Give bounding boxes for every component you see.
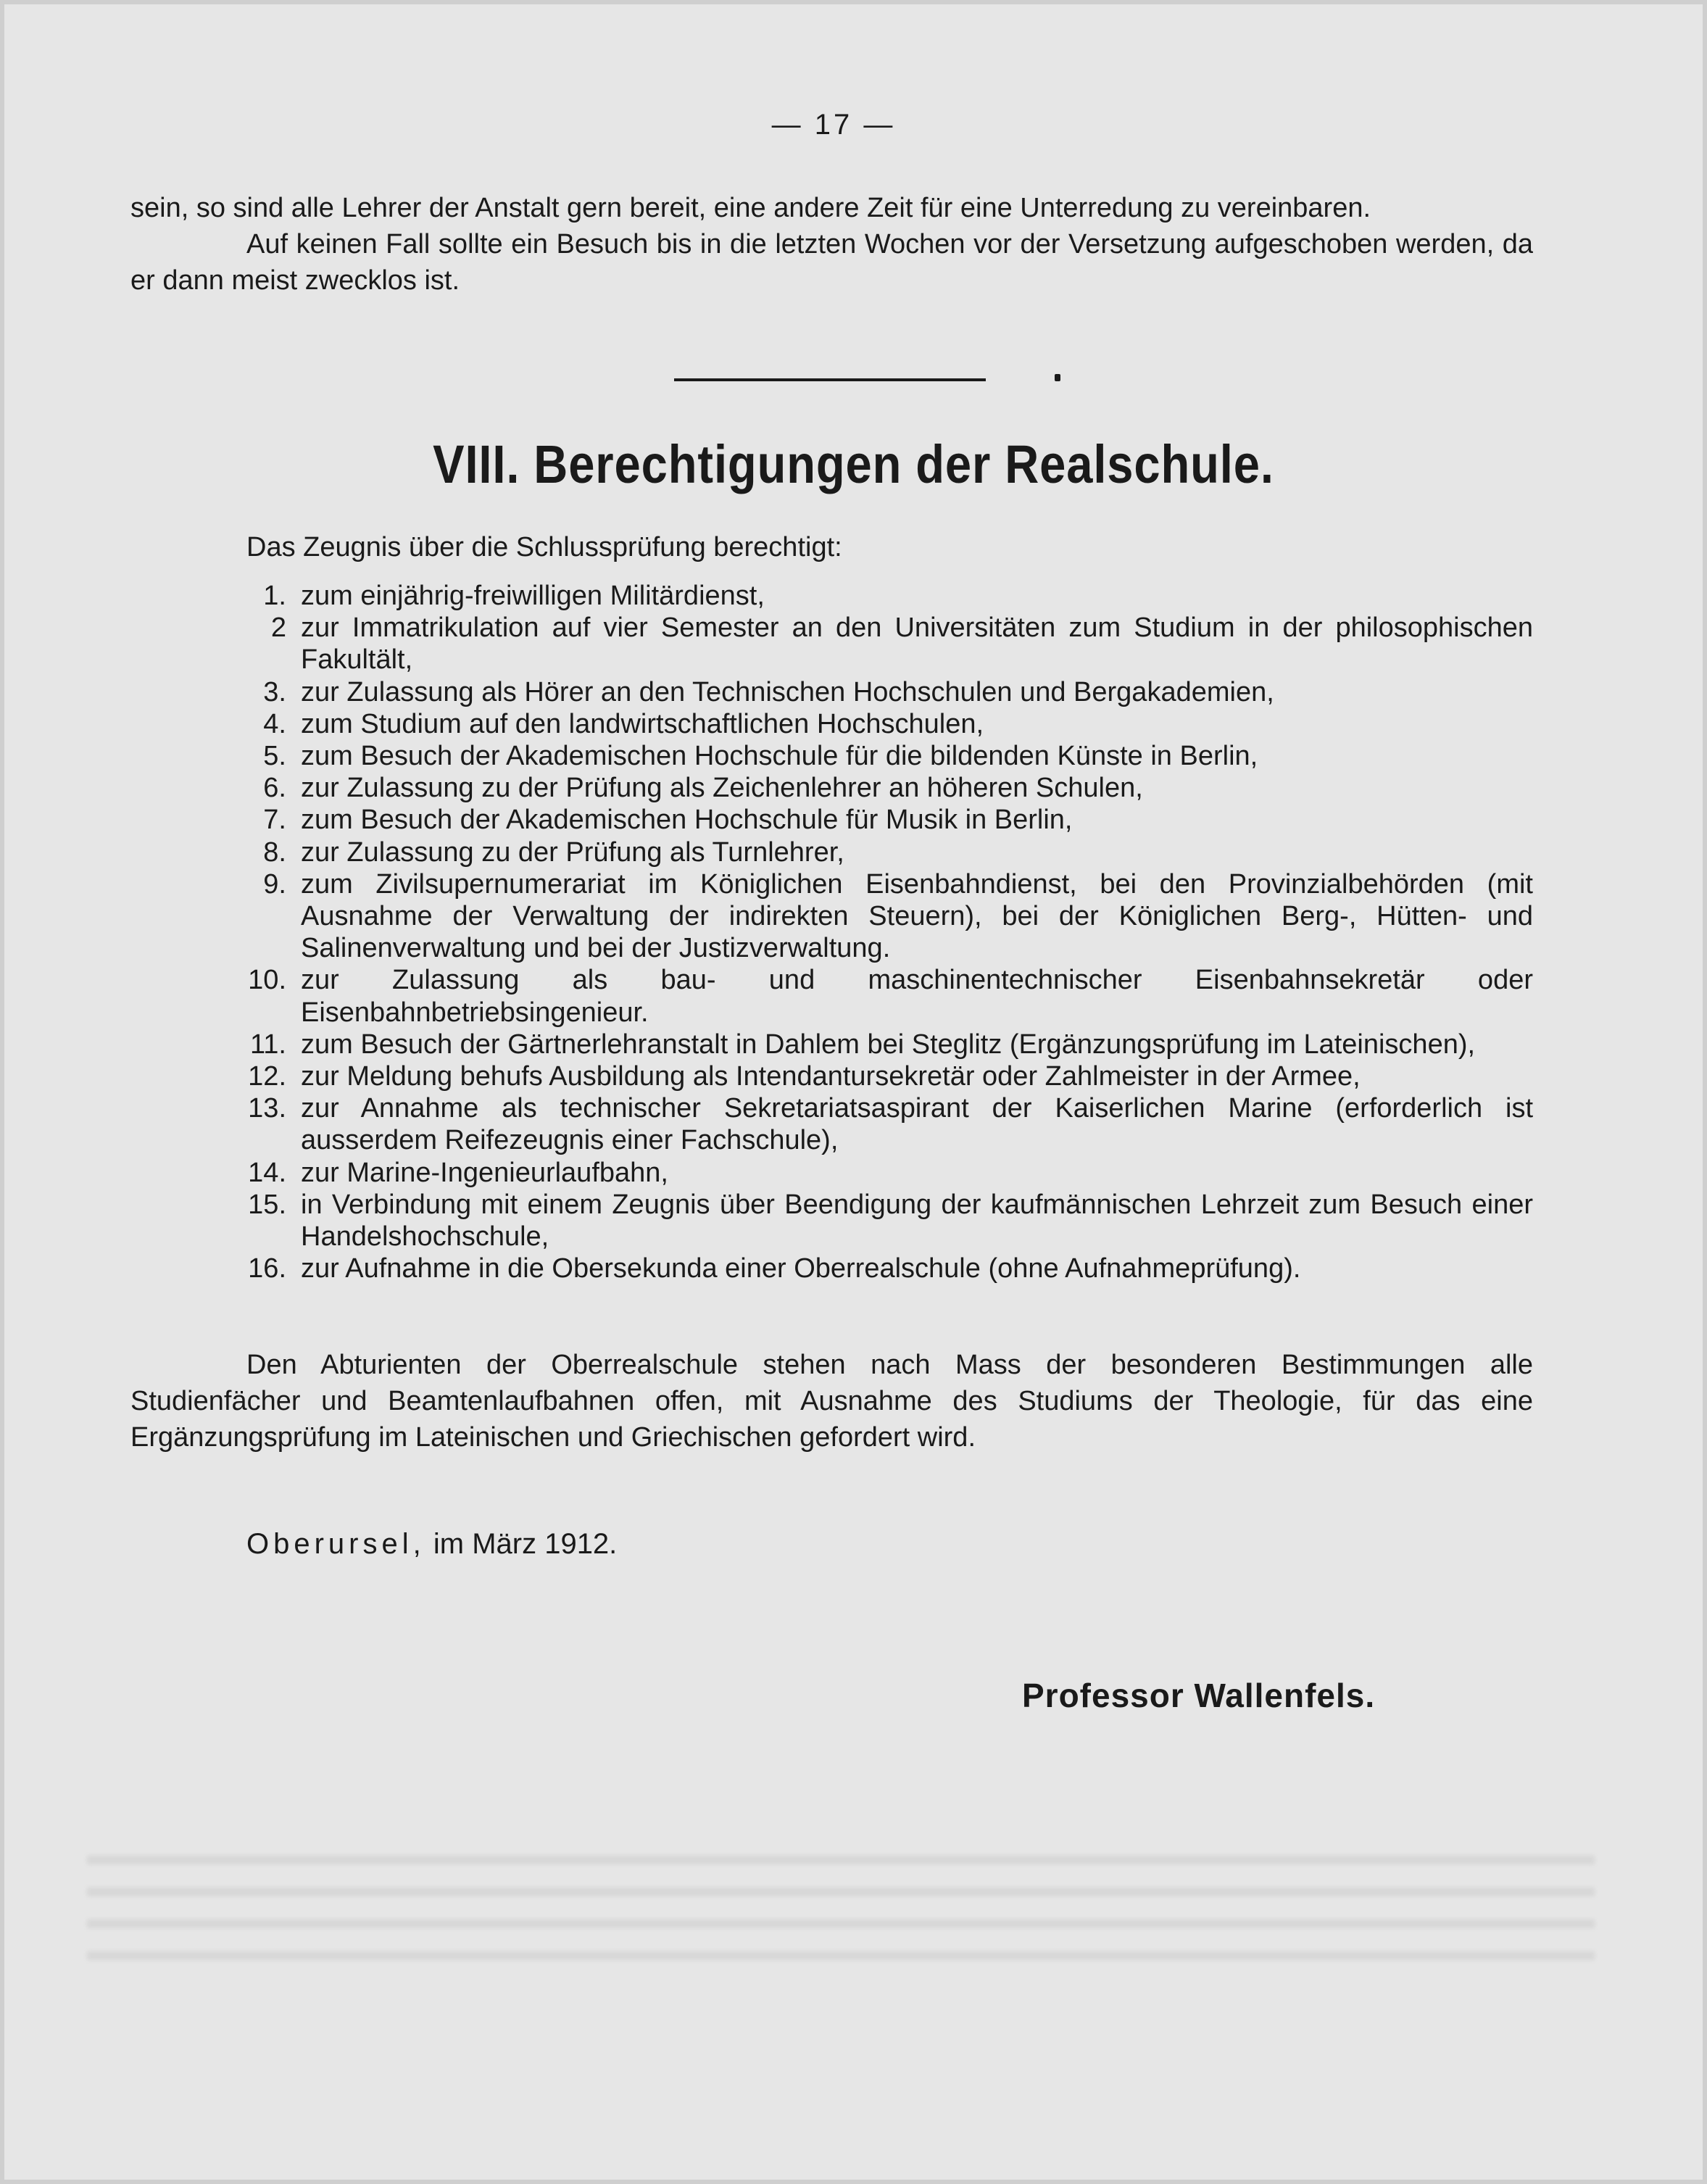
list-item-text: zum Zivilsupernumerariat im Königlichen Eisenbahndienst, bei den Provinzialbehörden (mit Ausnahme der Verwaltung der indirekten Steuern), bei der Königlichen Berg-, Hütten- und Salinenverwaltung und bei der Justizverwaltung. xyxy=(301,868,1533,964)
list-item xyxy=(130,964,1533,1028)
list-item xyxy=(130,1060,1533,1092)
list-item-number: 8. xyxy=(263,836,286,868)
list-item-text: zum Besuch der Akademischen Hochschule für Musik in Berlin, xyxy=(301,805,1073,836)
list-item xyxy=(130,1092,1533,1156)
intro-paragraph-2: Auf keinen Fall sollte ein Besuch bis in die letzten Wochen vor der Versetzung aufgeschoben werden, da er dann meist zwecklos ist. xyxy=(130,229,1533,296)
list-item-number: 9. xyxy=(263,868,286,900)
list-item-text: in Verbindung mit einem Zeugnis über Beendigung der kaufmännischen Lehrzeit zum Besuch einer Handelshochschule, xyxy=(301,1189,1533,1253)
list-item-text: zum Besuch der Gärtnerlehranstalt in Dahlem bei Steglitz (Ergänzungsprüfung im Lateinischen), xyxy=(301,1029,1476,1060)
list-item-text: zum Studium auf den landwirtschaftlichen Hochschulen, xyxy=(301,708,984,739)
list-item-text: zur Zulassung als bau- und maschinentechnischer Eisenbahnsekretär oder Eisenbahnbetriebsingenieur. xyxy=(301,965,1533,1028)
list-item-text: zum einjährig-freiwilligen Militärdienst, xyxy=(301,581,765,611)
list-item-number: 2 xyxy=(270,613,286,644)
place-date-line xyxy=(246,1528,617,1561)
list-item-number: 3. xyxy=(263,676,286,707)
list-item-number: 16. xyxy=(248,1253,286,1284)
list-item-number: 15. xyxy=(248,1189,286,1220)
list-item xyxy=(130,1029,1533,1060)
list-item-text: zur Annahme als technischer Sekretariatsaspirant der Kaiserlichen Marine (erforderlich ist ausserdem Reifezeugnis einer Fachschule), xyxy=(301,1093,1533,1156)
intro-paragraph-1: sein, so sind alle Lehrer der Anstalt gern bereit, eine andere Zeit für eine Unterredung zu vereinbaren. xyxy=(130,193,1371,223)
list-item-number: 5. xyxy=(263,741,286,772)
place: Oberursel, xyxy=(246,1528,425,1560)
list-item xyxy=(130,836,1533,868)
list-item-number: 1. xyxy=(263,581,286,611)
bleed-through-shadow xyxy=(87,1841,1595,1964)
list-item-number: 10. xyxy=(248,965,286,996)
list-item xyxy=(130,580,1533,612)
list-item xyxy=(130,612,1533,676)
list-item-number: 14. xyxy=(248,1157,286,1188)
list-item xyxy=(130,708,1533,740)
list-item-text: zur Aufnahme in die Obersekunda einer Oberrealschule (ohne Aufnahmeprüfung). xyxy=(301,1253,1301,1284)
closing-paragraph: Den Abturienten der Oberrealschule stehen nach Mass der besonderen Bestimmungen alle Studienfächer und Beamtenlaufbahnen offen, mit Ausnahme des Studiums der Theologie, für das eine Ergänzungsprüfung im Lateinischen und Griechischen gefordert wird. xyxy=(130,1350,1533,1453)
section-divider xyxy=(674,378,986,381)
intro-text xyxy=(130,190,1533,299)
list-item xyxy=(130,676,1533,708)
section-title: VIII. Berechtigungen der Realschule. xyxy=(433,434,1274,494)
list-item xyxy=(130,1157,1533,1189)
divider-dot xyxy=(1055,374,1060,381)
list-item-text: zur Zulassung zu der Prüfung als Zeichenlehrer an höheren Schulen, xyxy=(301,773,1143,804)
page-number: — 17 — xyxy=(771,109,896,141)
list-item xyxy=(130,804,1533,836)
signature: Professor Wallenfels. xyxy=(1022,1677,1376,1714)
list-item xyxy=(130,1189,1533,1253)
list-item-text: zur Marine-Ingenieurlaufbahn, xyxy=(301,1157,668,1188)
list-item-number: 12. xyxy=(248,1061,286,1092)
list-item xyxy=(130,740,1533,772)
date: im März 1912. xyxy=(433,1528,618,1560)
list-item-text: zur Meldung behufs Ausbildung als Intendantursekretär oder Zahlmeister in der Armee, xyxy=(301,1061,1361,1092)
list-item-text: zur Zulassung zu der Prüfung als Turnlehrer, xyxy=(301,836,844,868)
list-item-number: 7. xyxy=(263,805,286,836)
section-lead: Das Zeugnis über die Schlussprüfung berechtigt: xyxy=(246,532,842,562)
list-item-number: 6. xyxy=(263,773,286,804)
list-item-number: 4. xyxy=(263,708,286,739)
list-item-number: 11. xyxy=(249,1029,286,1060)
list-item xyxy=(130,1253,1533,1284)
entitlements-list xyxy=(130,580,1533,1284)
list-item-number: 13. xyxy=(248,1093,286,1124)
list-item-text: zur Immatrikulation auf vier Semester an den Universitäten zum Studium in der philosophischen Fakultält, xyxy=(301,613,1533,676)
list-item-text: zum Besuch der Akademischen Hochschule für die bildenden Künste in Berlin, xyxy=(301,741,1258,772)
list-item xyxy=(130,868,1533,965)
list-item-text: zur Zulassung als Hörer an den Technischen Hochschulen und Bergakademien, xyxy=(301,676,1274,707)
list-item xyxy=(130,772,1533,804)
